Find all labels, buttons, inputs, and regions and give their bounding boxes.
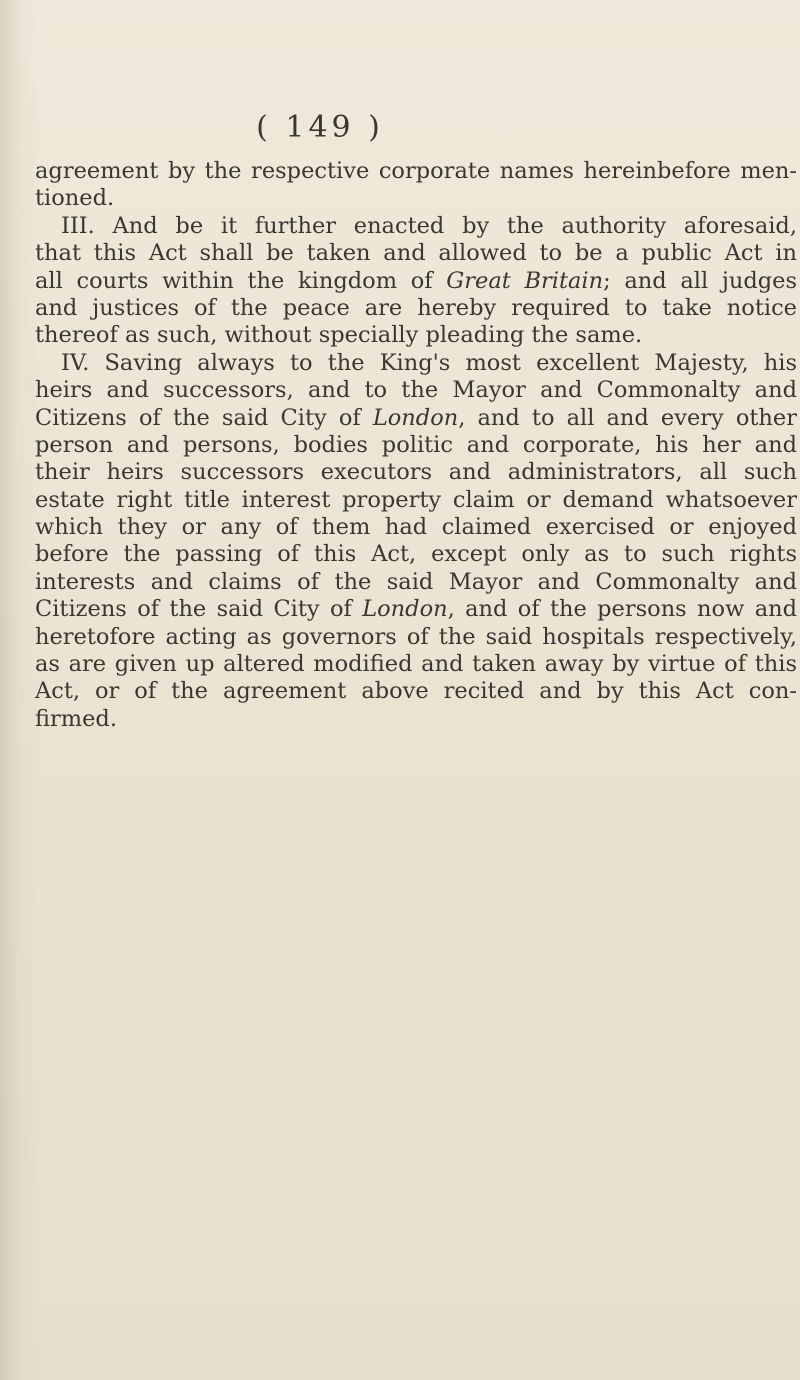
text-line: interests and claims of the said Mayor and Commonalty and bbox=[35, 568, 797, 595]
text-line: heirs and successors, and to the Mayor and Commonalty and bbox=[35, 377, 797, 404]
body-text bbox=[35, 158, 797, 733]
text-line: their heirs successors executors and administrators, all such bbox=[35, 459, 797, 486]
text-line: thereof as such, without specially pleading the same. bbox=[35, 322, 643, 349]
text-line: person and persons, bodies politic and corporate, his her and bbox=[35, 431, 797, 458]
text-line: Citizens of the said City of London, and to all and every other bbox=[35, 404, 797, 431]
text-line: before the passing of this Act, except only as to such rights bbox=[35, 541, 797, 568]
text-line: heretofore acting as governors of the said hospitals respectively, bbox=[35, 623, 797, 650]
text-line: Citizens of the said City of London, and of the persons now and bbox=[35, 596, 797, 623]
page-number: ( 149 ) bbox=[256, 110, 384, 145]
text-line: tioned. bbox=[35, 185, 115, 212]
text-line: and justices of the peace are hereby required to take notice bbox=[35, 294, 797, 321]
text-line: Act, or of the agreement above recited and by this Act con- bbox=[35, 678, 797, 705]
text-line: firmed. bbox=[35, 705, 117, 732]
text-line: all courts within the kingdom of Great Britain; and all judges bbox=[35, 267, 797, 294]
text-line: as are given up altered modified and taken away by virtue of this bbox=[35, 651, 797, 678]
section-heading-iv: IV. Saving always to the King's most excellent Majesty, his bbox=[61, 349, 797, 376]
italic-place-name: London bbox=[362, 596, 448, 623]
text-line: which they or any of them had claimed exercised or enjoyed bbox=[35, 514, 797, 541]
text-line: estate right title interest property claim or demand whatsoever bbox=[35, 486, 797, 513]
italic-place-name: Great Britain bbox=[446, 267, 604, 294]
text-line: that this Act shall be taken and allowed to be a public Act in bbox=[35, 240, 797, 267]
text-line: agreement by the respective corporate names hereinbefore men- bbox=[35, 158, 797, 184]
section-heading-iii: III. And be it further enacted by the authority aforesaid, bbox=[61, 212, 797, 239]
italic-place-name: London bbox=[372, 404, 459, 431]
